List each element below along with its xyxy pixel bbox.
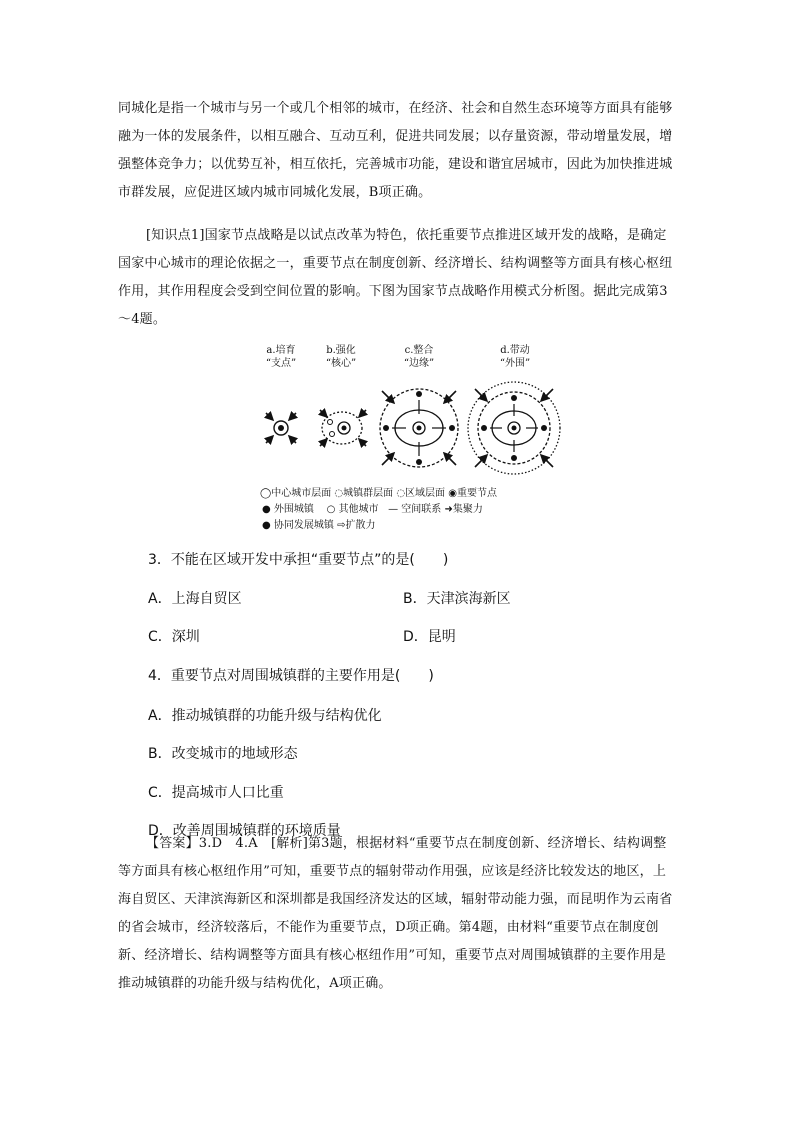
stage-label-c bbox=[384, 344, 454, 370]
material-paragraph: [知识点1]国家节点战略是以试点改革为特色，依托重要节点推进区域开发的战略，是确定国家中心城市的理论依据之一，重要节点在制度创新、经济增长、结构调整等方面具有核心枢纽作用，其作用程度会受到空间位置的影响。下图为国家节点战略作用模式分析图。据此完成第3～4题。 bbox=[118, 228, 673, 327]
legend-spatial-link: 空间联系 bbox=[401, 504, 442, 515]
stage-b-title: b.强化 bbox=[326, 345, 356, 356]
center-city-icon: ◯ bbox=[260, 488, 272, 499]
other-city-icon: ○ bbox=[326, 504, 336, 515]
question-4-stem: 4．重要节点对周围城镇群的主要作用是( ) bbox=[148, 668, 434, 684]
stage-label-b bbox=[306, 344, 376, 370]
stage-b-figure bbox=[320, 410, 366, 446]
legend-region: 区域层面 bbox=[405, 488, 446, 499]
question-4-option-c[interactable]: C．提高城市人口比重 bbox=[148, 785, 284, 801]
legend-other-city: 其他城市 bbox=[338, 504, 379, 515]
spatial-link-icon: — bbox=[388, 504, 399, 515]
stage-a-sub: “支点” bbox=[265, 358, 297, 369]
stage-c-sub: “边缘” bbox=[403, 358, 435, 369]
legend-outer-town: 外围城镇 bbox=[273, 504, 314, 515]
intro-paragraph: 同城化是指一个城市与另一个或几个相邻的城市，在经济、社会和自然生态环境等方面具有能够融为一体的发展条件，以相互融合、互动互利，促进共同发展；以存量资源，带动增量发展，增强整体竞争力；以优势互补，相互依托，完善城市功能，建设和谐宜居城市，因此为加快推进城市群发展，应促进区域内城市同城化发展，B项正确。 bbox=[118, 101, 673, 200]
question-3-stem: 3．不能在区域开发中承担“重要节点”的是( ) bbox=[148, 552, 449, 568]
stage-c-title: c.整合 bbox=[404, 345, 434, 356]
stage-c-figure bbox=[380, 389, 458, 467]
stage-a-figure bbox=[266, 413, 296, 443]
outer-town-icon: ● bbox=[262, 504, 271, 515]
stage-a-title: a.培育 bbox=[266, 345, 296, 356]
town-cluster-icon: ◌ bbox=[334, 488, 344, 499]
answer-explanation: 【答案】3.D 4.A [解析]第3题，根据材料“重要节点在制度创新、经济增长、结构调整等方面具有核心枢纽作用”可知，重要节点的辐射带动作用强，应该是经济比较发达的地区，上海自贸区、天津滨海新区和深圳都是我国经济发达的区域，辐射带动能力强，而昆明作为云南省的省会城市，经济较落后，不能作为重要节点，D项正确。第4题，由材料“重要节点在制度创新、经济增长、结构调整等方面具有核心枢纽作用”可知，重要节点对周围城镇群的主要作用是推动城镇群的功能升级与结构优化，A项正确。 bbox=[118, 836, 673, 991]
question-3-option-a[interactable]: A．上海自贸区 bbox=[148, 591, 242, 607]
question-3-option-d[interactable]: D．昆明 bbox=[403, 629, 456, 645]
stage-label-d bbox=[480, 344, 550, 370]
legend-center-city: 中心城市层面 bbox=[271, 488, 332, 499]
legend-diffusion: 扩散力 bbox=[345, 520, 376, 531]
question-4-option-d[interactable]: D．改善周围城镇群的环境质量 bbox=[148, 823, 341, 839]
diffusion-arrow-icon: ⇨ bbox=[337, 520, 346, 531]
question-4-option-b[interactable]: B．改变城市的地域形态 bbox=[148, 746, 298, 762]
legend-key-node: 重要节点 bbox=[456, 488, 497, 499]
legend-town-cluster: 城镇群层面 bbox=[343, 488, 394, 499]
question-4-option-a[interactable]: A．推动城镇群的功能升级与结构优化 bbox=[148, 708, 382, 724]
legend-coop-town: 协同发展城镇 bbox=[273, 520, 334, 531]
stage-d-sub: “外围” bbox=[499, 358, 531, 369]
agglomeration-arrow-icon: ➜ bbox=[444, 504, 453, 515]
strategy-diagram bbox=[252, 344, 564, 534]
question-3-option-c[interactable]: C．深圳 bbox=[148, 629, 200, 645]
key-node-icon: ◉ bbox=[448, 488, 457, 499]
diagram-legend bbox=[260, 484, 564, 534]
question-3-option-b[interactable]: B．天津滨海新区 bbox=[403, 591, 511, 607]
region-icon: ◌ bbox=[396, 488, 406, 499]
legend-agglomeration: 集聚力 bbox=[452, 504, 483, 515]
stage-d-title: d.带动 bbox=[500, 345, 530, 356]
stage-b-sub: “核心” bbox=[325, 358, 357, 369]
coop-town-icon: ● bbox=[262, 520, 271, 531]
stage-d-figure bbox=[468, 382, 560, 474]
